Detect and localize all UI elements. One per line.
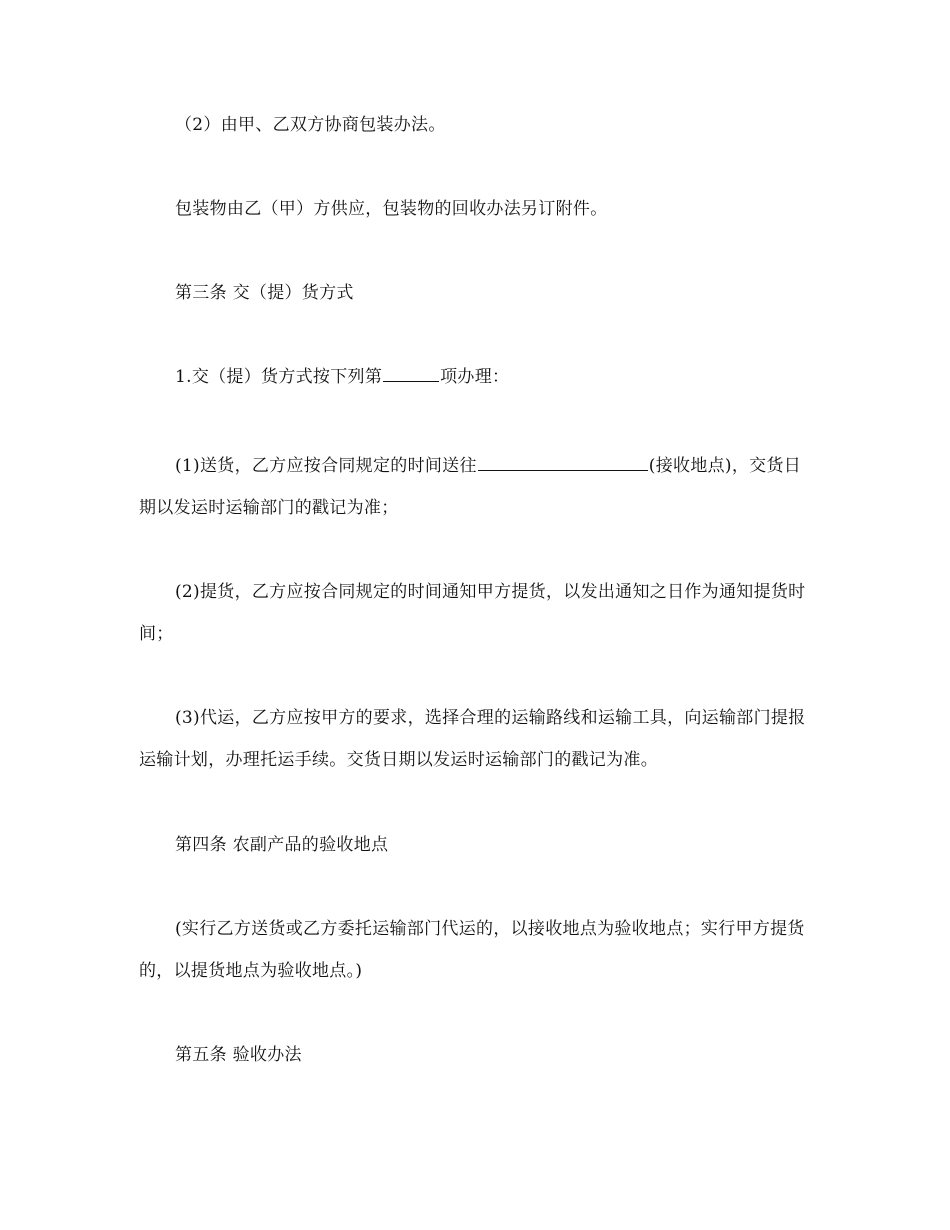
heading-article-3: 第三条 交（提）货方式 <box>175 283 354 303</box>
paragraph-packaging-supply: 包装物由乙（甲）方供应，包装物的回收办法另订附件。 <box>175 199 608 219</box>
paragraph-delivery-agent: (3)代运，乙方应按甲方的要求，选择合理的运输路线和运输工具，向运输部门提报运输计划，办理托运手续。交货日期以发运时运输部门的戳记为准。 <box>139 708 806 770</box>
heading-article-4: 第四条 农副产品的验收地点 <box>175 835 389 855</box>
paragraph-delivery-option <box>139 356 813 398</box>
delivery-option-text-before: 1.交（提）货方式按下列第 <box>175 367 383 387</box>
heading-article-5: 第五条 验收办法 <box>175 1045 302 1065</box>
paragraph-delivery-pickup: (2)提货，乙方应按合同规定的时间通知甲方提货，以发出通知之日作为通知提货时间； <box>139 582 806 644</box>
paragraph-delivery-send <box>139 445 813 529</box>
paragraph-inspection-location: (实行乙方送货或乙方委托运输部门代运的，以接收地点为验收地点；实行甲方提货的，以提货地点为验收地点。) <box>139 919 805 981</box>
delivery-option-text-after: 项办理： <box>440 367 510 387</box>
paragraph-packaging-method: （2）由甲、乙双方协商包装办法。 <box>175 115 446 135</box>
delivery-send-text-before: (1)送货，乙方应按合同规定的时间送往 <box>175 456 477 476</box>
receiving-location-blank <box>478 453 648 471</box>
delivery-send-text-after: (接收地点)，交货日期以发运时运输部门的戳记为准； <box>139 456 802 518</box>
delivery-option-blank <box>383 364 439 382</box>
